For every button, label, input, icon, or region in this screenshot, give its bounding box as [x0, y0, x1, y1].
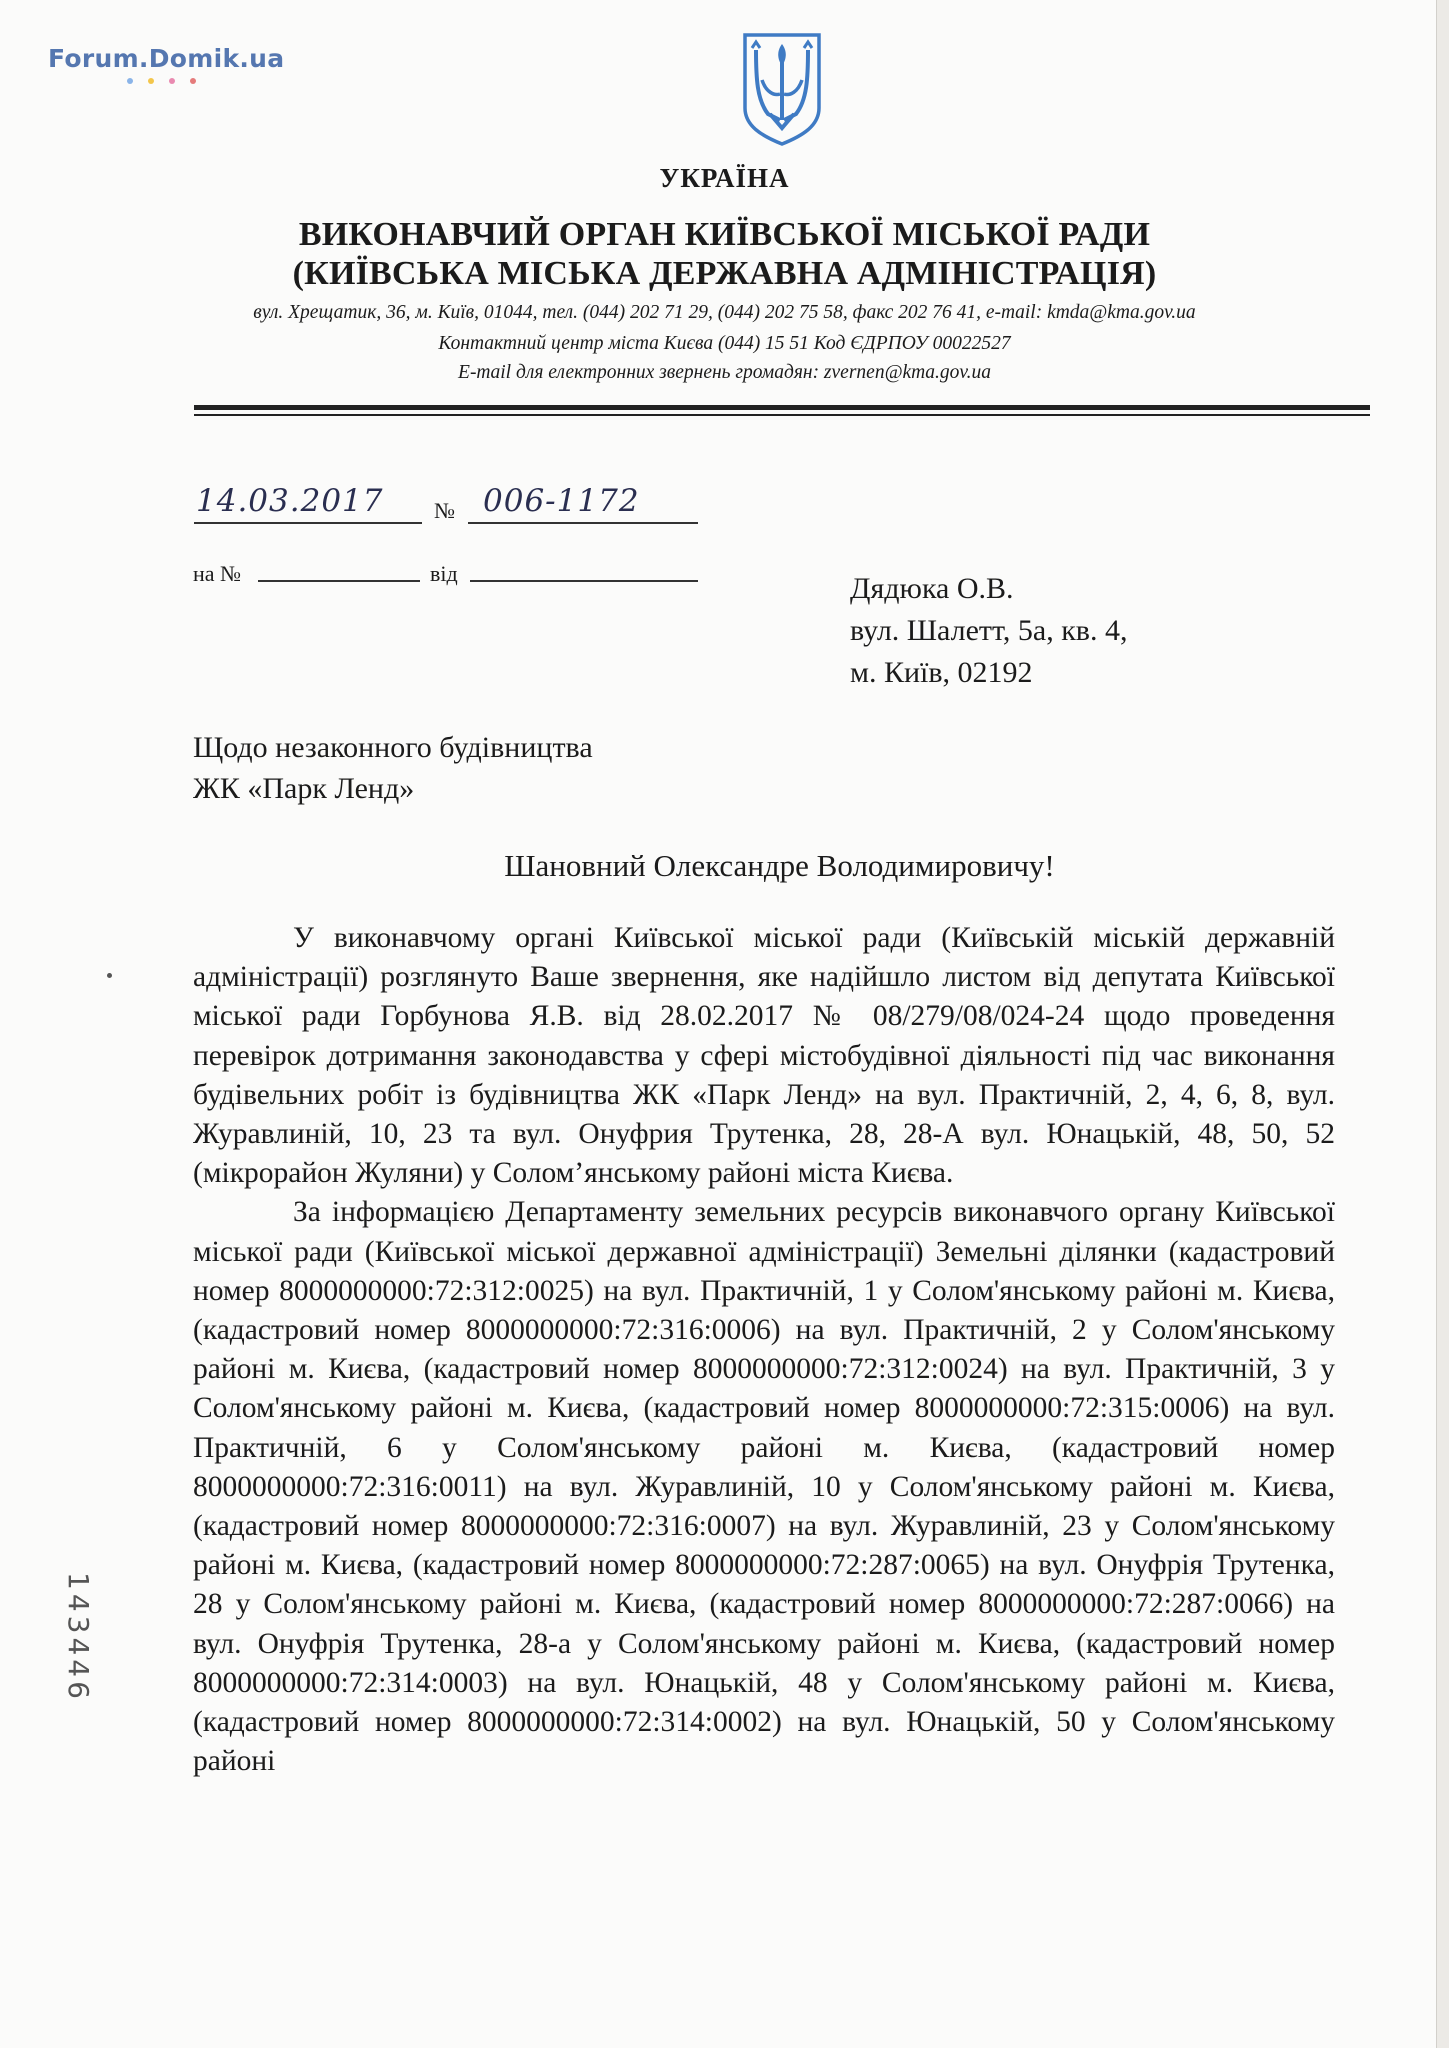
date-underline — [194, 522, 422, 524]
reply-number-underline — [258, 580, 420, 582]
watermark-dot — [169, 78, 175, 84]
watermark-text: Forum.Domik.ua — [48, 44, 285, 73]
body-paragraph-2: За інформацією Департаменту земельних ресурсів виконавчого органу Київської міської ради (Київської міської державної адміністрації) Земельні ділянки (кадастровий номер 8000000000:72:312:0025) на вул. Практичній, 1 у Солом'янському районі м. Києва, (кадастровий номер 8000000000:72:316:0006) на вул. Практичній, 2 у Солом'янському районі м. Києва, (кадастровий номер 8000000000:72:312:0024) на вул. Практичній, 3 у Солом'янському районі м. Києва, (кадастровий номер 8000000000:72:315:0006) на вул. Практичній, 6 у Солом'янському районі м. Києва, (кадастровий номер 8000000000:72:316:0011) на вул. Журавлиній, 10 у Солом'янському районі м. Києва, (кадастровий номер 8000000000:72:316:0007) на вул. Журавлиній, 23 у Солом'янському районі м. Києва, (кадастровий номер 8000000000:72:287:0065) на вул. Онуфрія Трутенка, 28 у Солом'янському районі м. Києва, (кадастровий номер 8000000000:72:287:0066) на вул. Онуфрія Трутенка, 28-а у Солом'янському районі м. Києва, (кадастровий номер 8000000000:72:314:0003) на вул. Юнацькій, 48 у Солом'янському районі м. Києва, (кадастровий номер 8000000000:72:314:0002) на вул. Юнацькій, 50 у Солом'янському районі — [193, 1196, 1335, 1778]
letterhead-rule-thick — [194, 405, 1370, 410]
subject-line-2: ЖК «Парк Ленд» — [193, 772, 415, 805]
letterhead-contact-address: вул. Хрещатик, 36, м. Київ, 01044, тел. (044) 202 71 29, (044) 202 75 58, факс 202 76 41, e-mail: kmda@kma.gov.ua — [253, 302, 1196, 323]
reply-from-label: від — [430, 561, 458, 586]
addressee-city: м. Київ, 02192 — [850, 656, 1033, 689]
trident-coat-of-arms-icon — [740, 30, 824, 148]
watermark — [48, 44, 284, 84]
reply-from-underline — [470, 580, 698, 582]
number-label: № — [434, 498, 455, 523]
letterhead-org-line-1: ВИКОНАВЧИЙ ОРГАН КИЇВСЬКОЇ МІСЬКОЇ РАДИ — [298, 216, 1151, 253]
letterhead-contact-center: Контактний центр міста Києва (044) 15 51 Код ЄДРПОУ 00022527 — [438, 333, 1011, 354]
letterhead-org-line-2: (КИЇВСЬКА МІСЬКА ДЕРЖАВНА АДМІНІСТРАЦІЯ) — [292, 255, 1157, 292]
scan-speck — [107, 973, 112, 978]
watermark-dots — [127, 78, 284, 84]
number-underline — [468, 522, 698, 524]
outgoing-date: 14.03.2017 — [196, 483, 384, 519]
watermark-dot — [190, 78, 196, 84]
letter-body — [193, 919, 1335, 1781]
outgoing-number: 006-1172 — [483, 483, 640, 519]
letterhead-country: УКРАЇНА — [659, 163, 790, 193]
watermark-dot — [127, 78, 133, 84]
salutation: Шановний Олександре Володимировичу! — [504, 848, 1055, 883]
addressee-street: вул. Шалетт, 5а, кв. 4, — [850, 614, 1128, 647]
body-paragraph-1: У виконавчому органі Київської міської ради (Київській міській державній адміністрації) розглянуто Ваше звернення, яке надійшло листом від депутата Київської міської ради Горбунова Я.В. від 28.02.2017 № 08/279/08/024-24 щодо проведення перевірок дотримання законодавства у сфері містобудівної діяльності під час виконання будівельних робіт із будівництва ЖК «Парк Ленд» на вул. Практичній, 2, 4, 6, 8, вул. Журавлиній, 10, 23 та вул. Онуфрия Трутенка, 28, 28-А вул. Юнацькій, 48, 50, 52 (мікрорайон Жуляни) у Солом’янському районі міста Києва. — [193, 922, 1335, 1190]
reply-number-label: на № — [193, 561, 242, 586]
registration-stamp: 143446 — [62, 1572, 95, 1703]
addressee-name: Дядюка О.В. — [850, 572, 1014, 605]
letterhead-rule-thin — [194, 414, 1370, 416]
letterhead-contact-email: E-mail для електронних звернень громадян: zvernen@kma.gov.ua — [458, 362, 991, 383]
watermark-dot — [148, 78, 154, 84]
subject-line-1: Щодо незаконного будівництва — [193, 731, 593, 764]
